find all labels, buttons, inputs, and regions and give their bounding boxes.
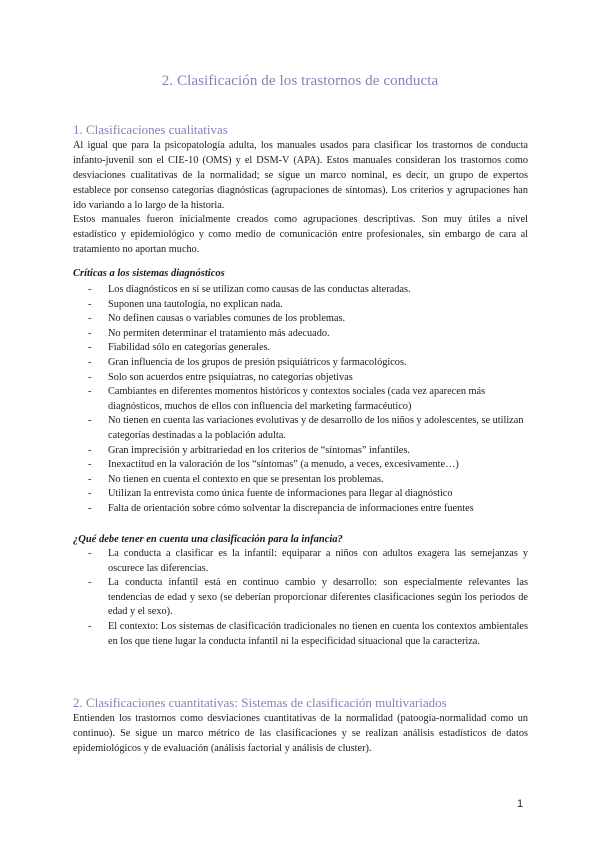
list-item: - Gran influencia de los grupos de presión psiquiátricos y farmacológicos.	[88, 356, 528, 371]
list-item: - Fiabilidad sólo en categorías generales.	[88, 341, 528, 356]
section2-paragraph: Entienden los trastornos como desviaciones cuantitativas de la normalidad (patoogía-normalidad como un continuo). Se sigue un marco métrico de las clasificaciones y se realizan análisis estadísticos de datos epidemiológicos y de evaluación (análisis factorial y análisis de cluster).	[73, 713, 528, 754]
list-item: - Inexactitud en la valoración de los “síntomas” (a menudo, a veces, excesivamente…)	[88, 458, 528, 473]
list-item: - La conducta infantil está en continuo cambio y desarrollo: son especialmente relevantes las tendencias de edad y sexo (se deberían proporcionar diferentes clasificaciones según los periodos de edad y el sexo).	[88, 576, 528, 620]
infancia-heading: ¿Qué debe tener en cuenta una clasificación para la infancia?	[73, 534, 343, 545]
page-number: 1	[517, 798, 524, 810]
list-item: - Utilizan la entrevista como única fuente de informaciones para llegar al diagnóstico	[88, 487, 528, 502]
infancia-list	[88, 547, 528, 649]
list-item: - El contexto: Los sistemas de clasificación tradicionales no tienen en cuenta los contextos ambientales en los que tiene lugar la conducta infantil ni la especificidad situacional que la caracteriza.	[88, 620, 528, 649]
list-item: - La conducta a clasificar es la infantil: equiparar a niños con adultos exagera las semejanzas y oscurece las diferencias.	[88, 547, 528, 576]
list-item: - No permiten determinar el tratamiento más adecuado.	[88, 327, 528, 342]
list-item: - Cambiantes en diferentes momentos históricos y contextos sociales (cada vez aparecen más diagnósticos, muchos de ellos con influencia del marketing farmacéutico)	[88, 385, 528, 414]
section1-paragraph-2: Estos manuales fueron inicialmente creados como agrupaciones descriptivas. Son muy útiles a nivel estadístico y epidemiológico y como medio de comunicación entre profesionales, sin embargo de cara al tratamiento no aportan mucho.	[73, 214, 528, 255]
section2-heading: 2. Clasificaciones cuantitativas: Sistemas de clasificación multivariados	[73, 695, 447, 710]
list-item: - Solo son acuerdos entre psiquiatras, no categorías objetivas	[88, 371, 528, 386]
list-item: - Los diagnósticos en sí se utilizan como causas de las conductas alteradas.	[88, 283, 528, 298]
list-item: - No definen causas o variables comunes de los problemas.	[88, 312, 528, 327]
list-item: - No tienen en cuenta las variaciones evolutivas y de desarrollo de los niños y adolescentes, se utilizan categorías destinadas a la población adulta.	[88, 414, 528, 443]
list-item: - No tienen en cuenta el contexto en que se presentan los problemas.	[88, 473, 528, 488]
criticas-heading: Críticas a los sistemas diagnósticos	[73, 268, 225, 279]
page-title: 2. Clasificación de los trastornos de conducta	[161, 73, 439, 89]
section1-heading: 1. Clasificaciones cualitativas	[73, 122, 228, 137]
list-item: - Gran imprecisión y arbitrariedad en los criterios de “síntomas” infantiles.	[88, 444, 528, 459]
section1-paragraph-1: Al igual que para la psicopatología adulta, los manuales usados para clasificar los trastornos de conducta infanto-juvenil son el CIE-10 (OMS) y el DSM-V (APA). Estos manuales consideran los trastornos como desviaciones cualitativas de la normalidad; se sigue un marco nominal, es decir, un grupo de expertos establece por consenso categorías diagnósticas (agrupaciones de síntomas). Los criterios y agrupaciones han ido variando a lo largo de la historia.	[73, 140, 528, 211]
list-item: - Suponen una tautología, no explican nada.	[88, 298, 528, 313]
criticas-list	[88, 283, 528, 517]
list-item: - Falta de orientación sobre cómo solventar la discrepancia de informaciones entre fuentes	[88, 502, 528, 517]
